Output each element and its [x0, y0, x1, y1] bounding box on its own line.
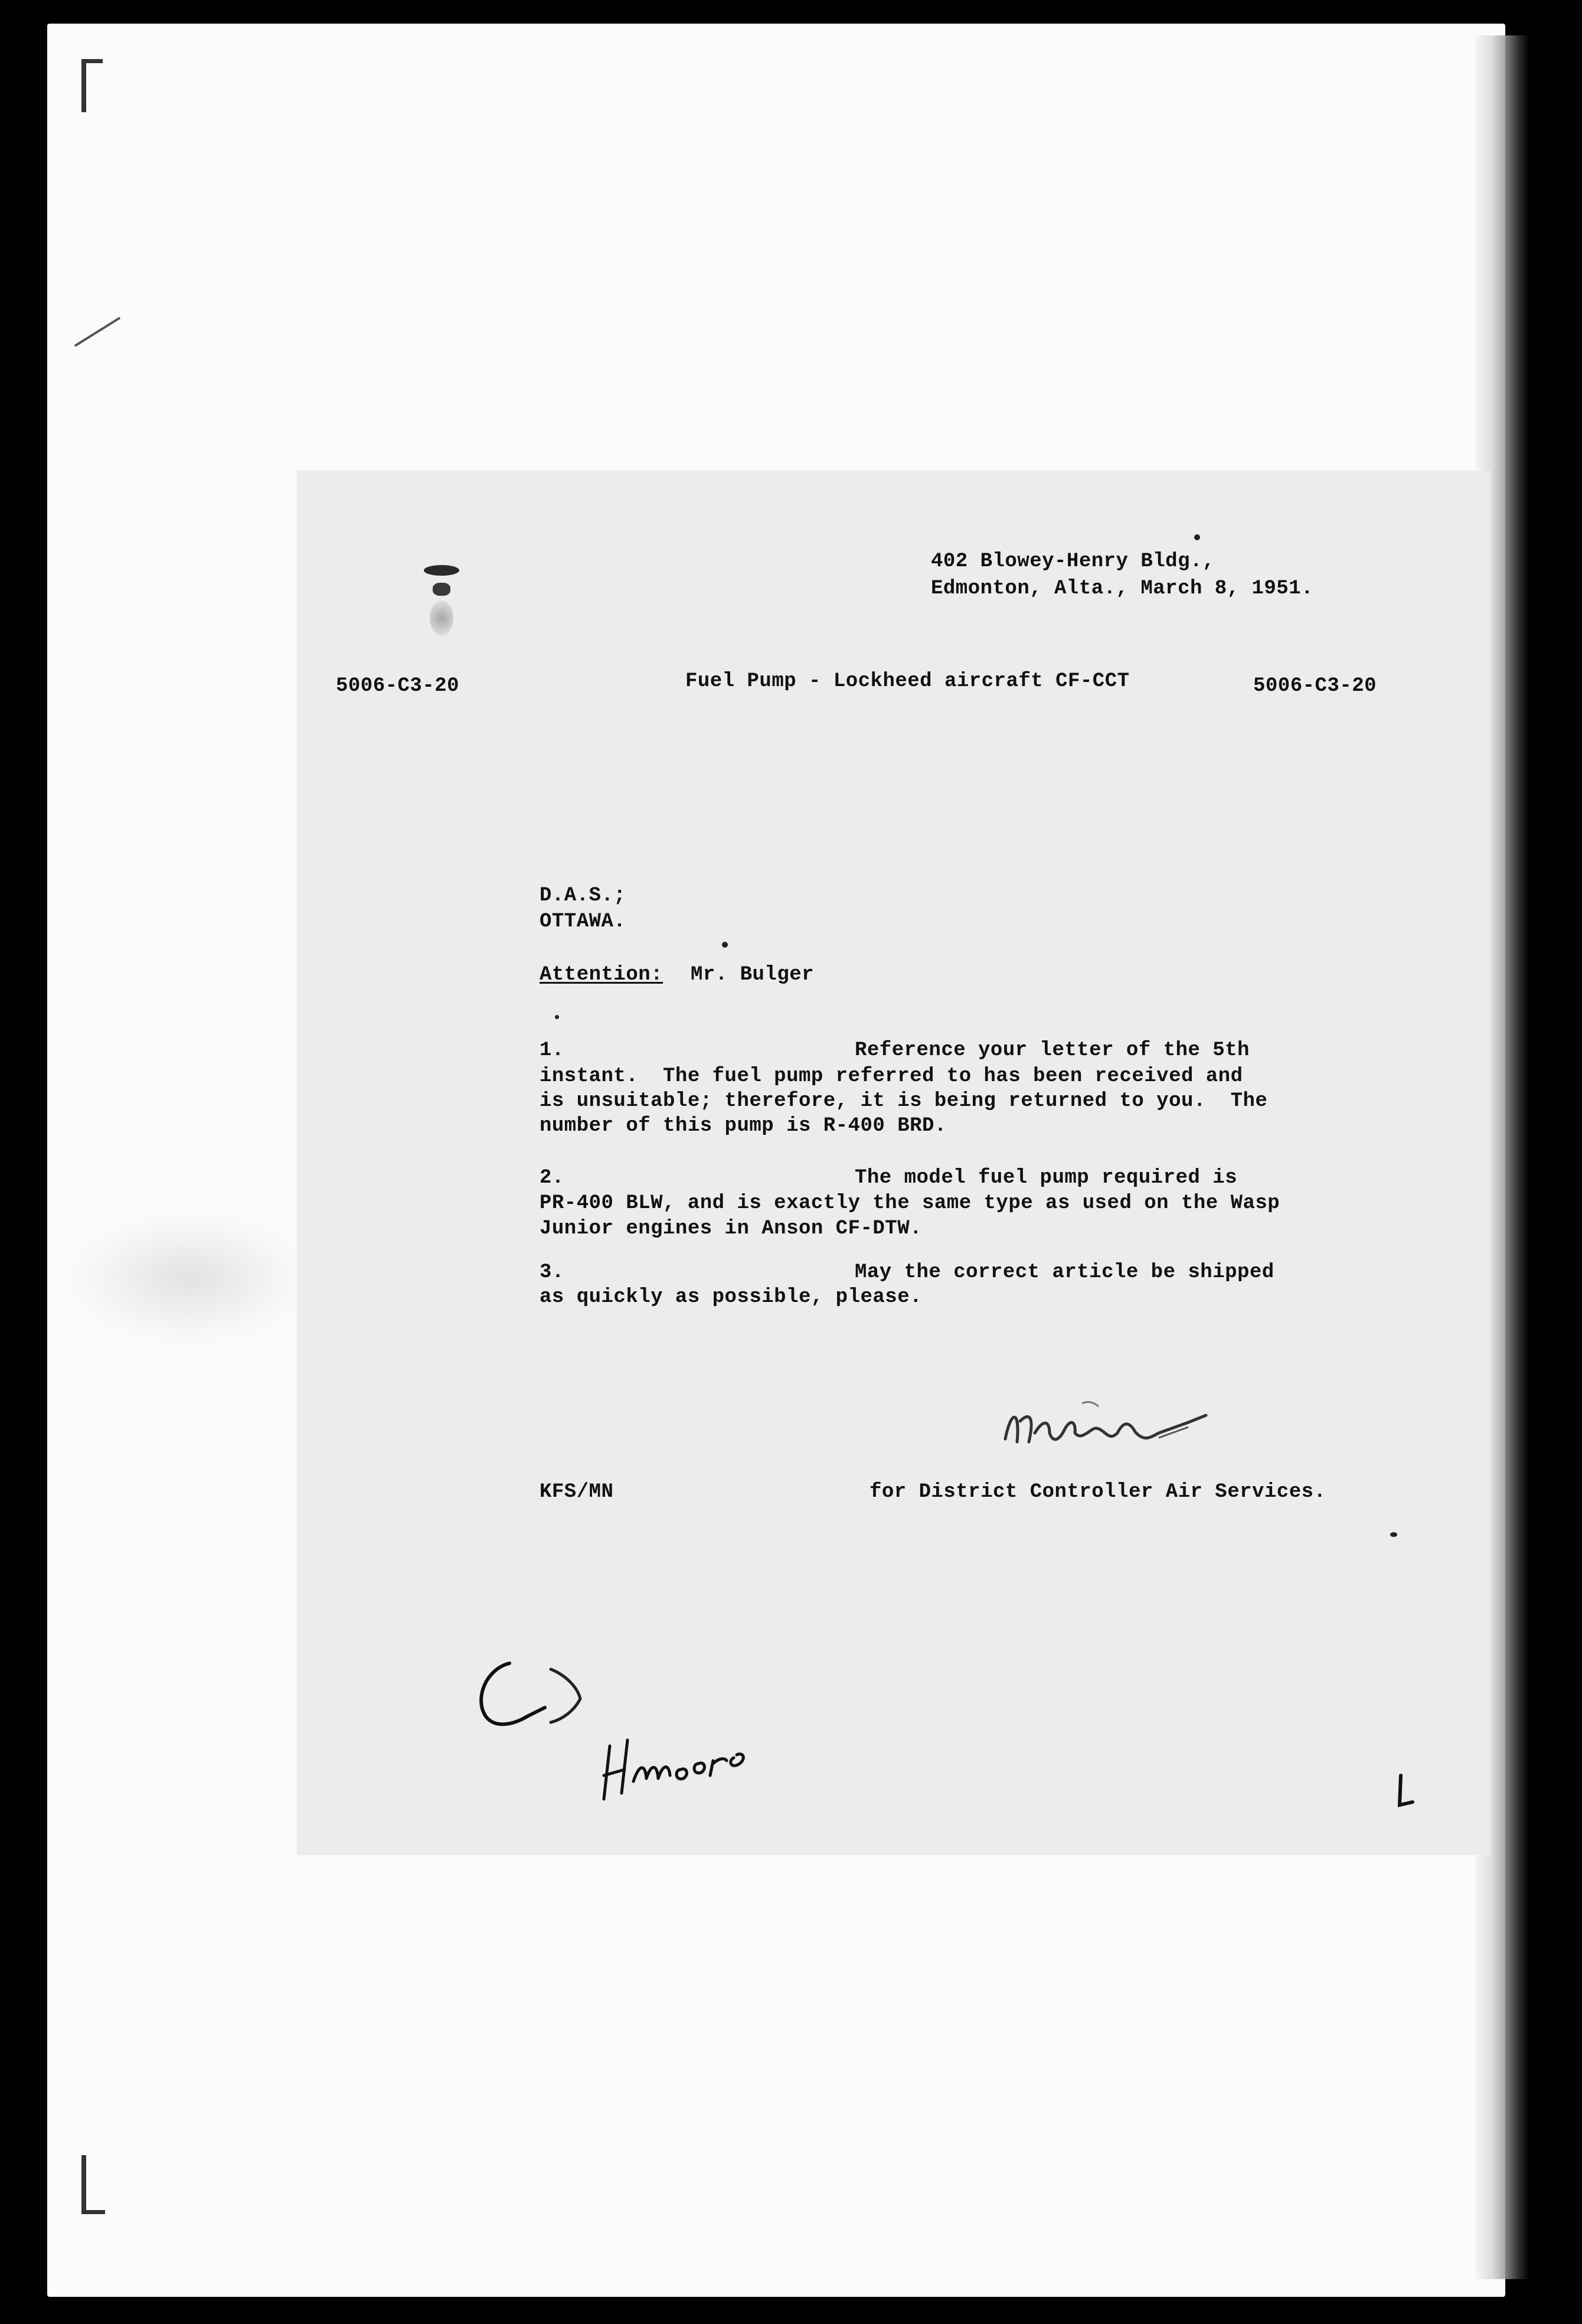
paragraph-text: as quickly as possible, please. [540, 1286, 923, 1308]
stamp-mark [412, 565, 465, 642]
paragraph-text: is unsuitable; therefore, it is being returned to you. The [540, 1090, 1268, 1112]
file-number-left: 5006-C3-20 [336, 675, 460, 697]
paragraph-text: Junior engines in Anson CF-DTW. [540, 1218, 923, 1240]
crop-mark-bottom-left-bar [81, 2210, 105, 2214]
ink-dot [1194, 534, 1200, 540]
ink-dot [555, 1015, 559, 1019]
paragraph-number: 2. [540, 1167, 564, 1189]
typist-initials: KFS/MN [540, 1481, 614, 1503]
paragraph-text: PR-400 BLW, and is exactly the same type as used on the Wasp [540, 1192, 1280, 1215]
handwritten-name [592, 1705, 769, 1811]
crop-mark-top-left-bar [81, 59, 103, 63]
paragraph-text: May the correct article be shipped [855, 1261, 1274, 1284]
sender-address-date: Edmonton, Alta., March 8, 1951. [931, 577, 1314, 600]
ink-dot [1390, 1532, 1397, 1537]
recipient-city: OTTAWA. [540, 910, 626, 933]
smudge [65, 1210, 313, 1346]
crop-mark-top-left [81, 59, 86, 112]
handwritten-l-mark [1389, 1770, 1424, 1817]
paragraph-text: Reference your letter of the 5th [855, 1039, 1250, 1062]
ink-dot [722, 942, 728, 948]
crop-mark-bottom-left [81, 2155, 86, 2214]
file-number-right: 5006-C3-20 [1253, 675, 1377, 697]
attention-name: Mr. Bulger [691, 964, 815, 986]
signature [993, 1386, 1241, 1468]
paragraph-number: 3. [540, 1261, 564, 1284]
subject-line: Fuel Pump - Lockheed aircraft CF-CCT [685, 670, 1130, 693]
recipient-line: D.A.S.; [540, 884, 626, 907]
signature-block: for District Controller Air Services. [870, 1481, 1326, 1503]
paragraph-number: 1. [540, 1039, 564, 1062]
paragraph-text: instant. The fuel pump referred to has been received and [540, 1065, 1243, 1088]
attention-label: Attention: [540, 964, 663, 986]
sender-address: 402 Blowey-Henry Bldg., [931, 550, 1215, 573]
paragraph-text: The model fuel pump required is [855, 1167, 1238, 1189]
paragraph-text: number of this pump is R-400 BRD. [540, 1115, 947, 1137]
letter-page [297, 471, 1491, 1855]
